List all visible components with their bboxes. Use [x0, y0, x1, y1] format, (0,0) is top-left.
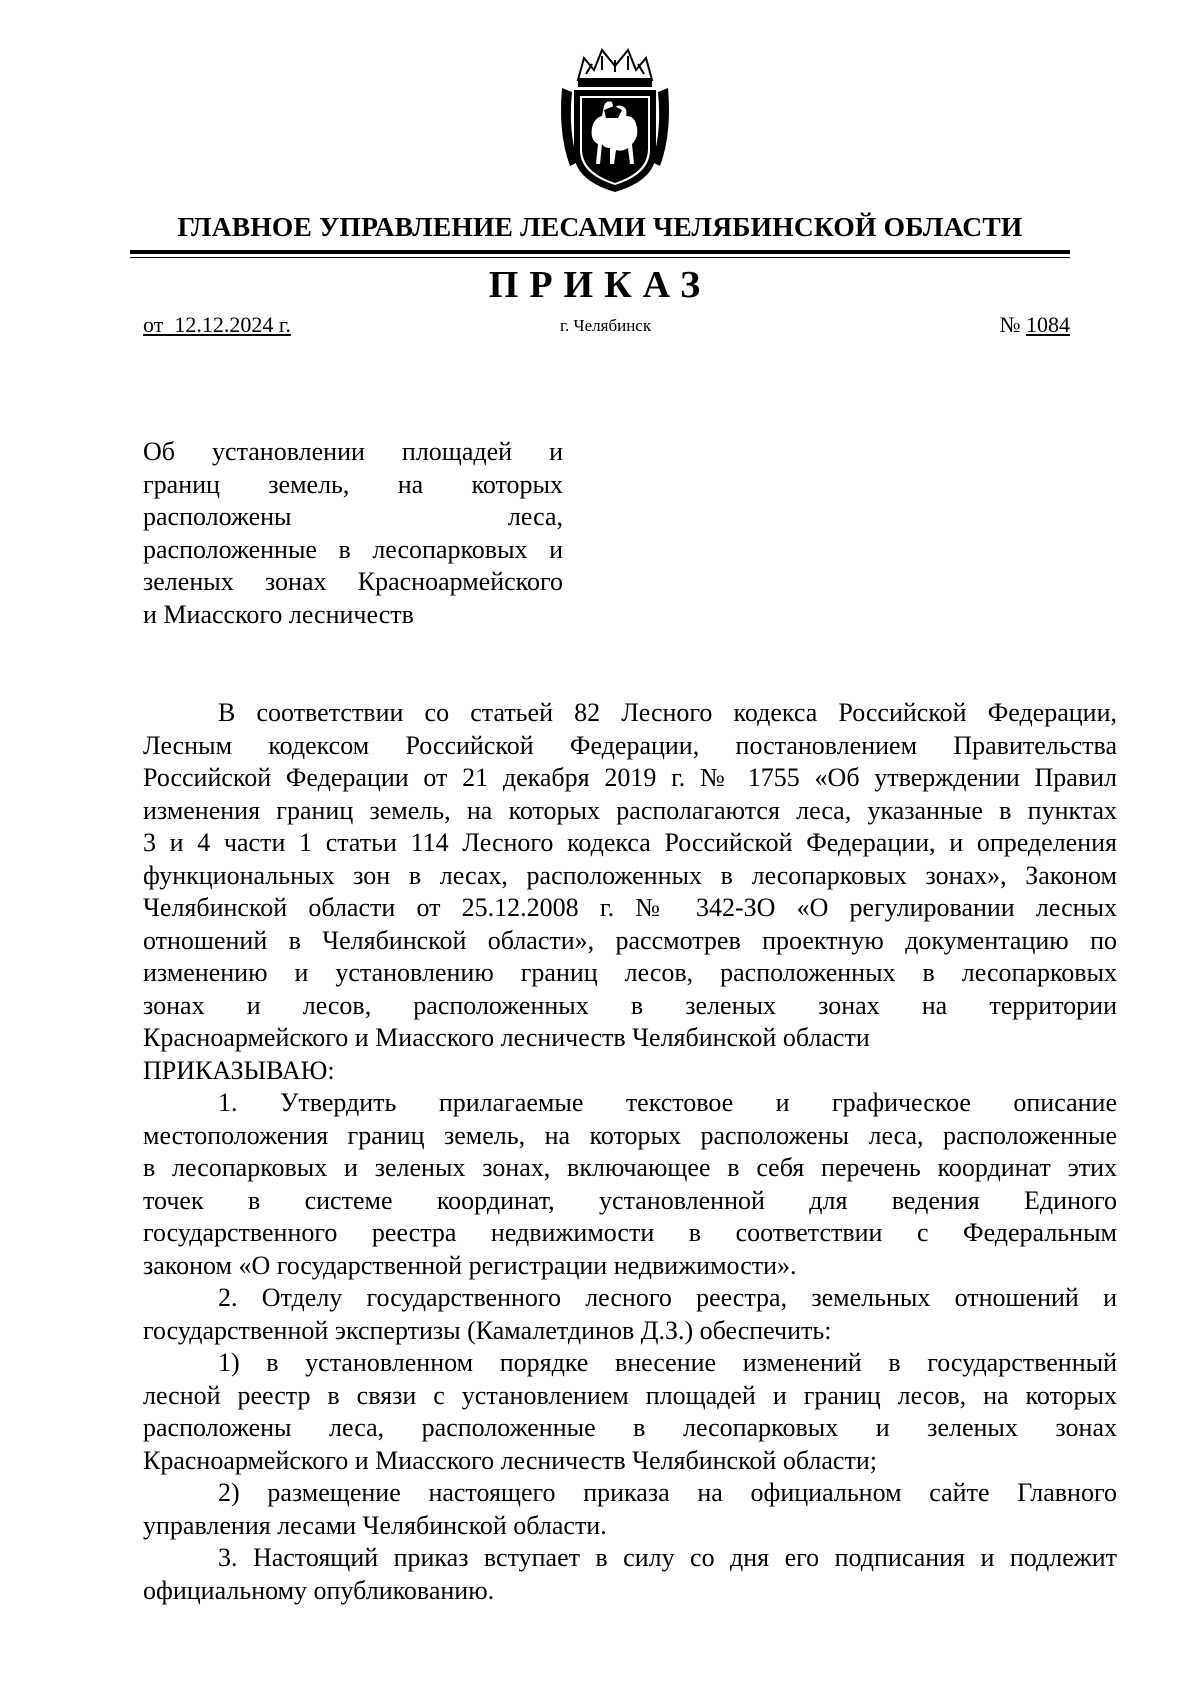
coat-of-arms-emblem	[556, 44, 674, 196]
body-line: лесной реестр в связи с установлением площадей и границ лесов, на которых	[143, 1380, 1117, 1410]
body-line: точек в системе координат, установленной для ведения Единого	[143, 1185, 1117, 1215]
body-line: функциональных зон в лесах, расположенных в лесопарковых зонах», Законом	[143, 860, 1117, 890]
subject-line: расположенные в лесопарковых и	[143, 534, 563, 564]
body-line: 1. Утвердить прилагаемые текстовое и графическое описание	[218, 1088, 1117, 1117]
header-rule-thin	[130, 257, 1070, 258]
document-body	[143, 697, 1117, 1607]
organization-title: ГЛАВНОЕ УПРАВЛЕНИЕ ЛЕСАМИ ЧЕЛЯБИНСКОЙ ОБЛАСТИ	[177, 211, 1023, 242]
body-line: 3. Настоящий приказ вступает в силу со дня его подписания и подлежит	[218, 1543, 1117, 1572]
body-line: изменения границ земель, на которых располагаются леса, указанные в пунктах	[143, 795, 1117, 825]
body-line: государственной экспертизы (Камалетдинов Д.З.) обеспечить:	[143, 1315, 832, 1345]
document-number: № 1084	[999, 312, 1070, 337]
body-line: Российской Федерации от 21 декабря 2019 г. № 1755 «Об утверждении Правил	[143, 763, 1117, 792]
document-city: г. Челябинск	[560, 316, 652, 335]
body-line: в лесопарковых и зеленых зонах, включающее в себя перечень координат этих	[143, 1153, 1117, 1182]
subject-line: границ земель, на которых	[143, 469, 563, 499]
subject-line: Об установлении площадей и	[143, 437, 563, 466]
body-line: государственного реестра недвижимости в соответствии с Федеральным	[143, 1218, 1117, 1247]
body-line: В соответствии со статьей 82 Лесного кодекса Российской Федерации,	[218, 698, 1117, 727]
body-line: 3 и 4 части 1 статьи 114 Лесного кодекса Российской Федерации, и определения	[143, 828, 1117, 857]
subject-line: и Миасского лесничеств	[143, 599, 414, 629]
body-line: Красноармейского и Миасского лесничеств Челябинской области	[143, 1023, 870, 1052]
subject-line: расположены леса,	[143, 502, 563, 531]
body-line: 2. Отделу государственного лесного реестра, земельных отношений и	[218, 1283, 1117, 1312]
body-line: Красноармейского и Миасского лесничеств Челябинской области;	[143, 1445, 877, 1475]
body-line: зонах и лесов, расположенных в зеленых зонах на территории	[143, 990, 1117, 1020]
body-line: законом «О государственной регистрации недвижимости».	[143, 1250, 797, 1280]
body-line: изменению и установлению границ лесов, расположенных в лесопарковых	[143, 958, 1117, 987]
body-line: управления лесами Челябинской области.	[143, 1510, 607, 1540]
body-line: официальному опубликованию.	[143, 1575, 495, 1605]
document-date: от 12.12.2024 г.	[143, 312, 291, 337]
body-line: местоположения границ земель, на которых расположены леса, расположенные	[143, 1120, 1117, 1150]
body-line: 2) размещение настоящего приказа на официальном сайте Главного	[218, 1478, 1117, 1507]
order-keyword: ПРИКАЗЫВАЮ:	[143, 1055, 335, 1085]
body-line: 1) в установленном порядке внесение изменений в государственный	[218, 1348, 1117, 1377]
header-rule-thick	[130, 250, 1070, 254]
body-line: расположены леса, расположенные в лесопарковых и зеленых зонах	[143, 1413, 1117, 1442]
document-type-title: ПРИКАЗ	[488, 264, 712, 306]
body-line: отношений в Челябинской области», рассмотрев проектную документацию по	[143, 925, 1117, 955]
subject-line: зеленых зонах Красноармейского	[143, 567, 563, 596]
body-line: Челябинской области от 25.12.2008 г. № 342-ЗО «О регулировании лесных	[143, 893, 1117, 922]
document-subject	[143, 436, 563, 631]
body-line: Лесным кодексом Российской Федерации, постановлением Правительства	[143, 730, 1117, 760]
